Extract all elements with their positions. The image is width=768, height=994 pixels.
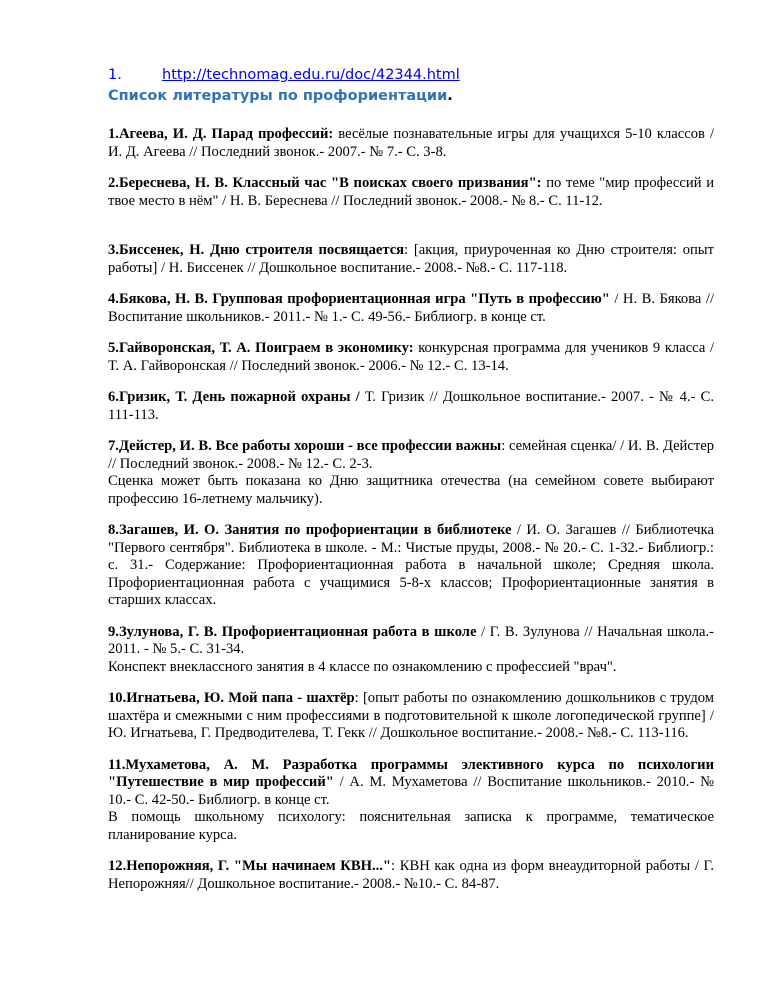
entry-author-title: 10.Игнатьева, Ю. Мой папа - шахтёр <box>108 690 355 706</box>
entry-author-title: 8.Загашев, И. О. Занятия по профориентации в библиотеке <box>108 522 512 538</box>
entry-author-title: 12.Непорожняя, Г. "Мы начинаем КВН..." <box>108 858 392 874</box>
entry-author-title: 4.Бякова, Н. В. Групповая профориентационная игра "Путь в профессию" <box>108 291 610 307</box>
link-url[interactable]: http://technomag.edu.ru/doc/42344.html <box>162 67 460 83</box>
entry-details: : семейная сценка/ / И. В. Дейстер // Последний звонок.- 2008.- № 12.- С. 2-3. <box>108 438 714 472</box>
bibliography-entry-12 <box>108 858 714 893</box>
entry-note: В помощь школьному психологу: пояснительная записка к программе, тематическое планирование курса. <box>108 809 714 843</box>
list-title <box>108 86 714 106</box>
entry-author-title: 11.Мухаметова, А. М. Разработка программы элективного курса по психологии "Путешествие в мир профессий" <box>108 756 714 790</box>
entry-details: весёлые познавательные игры для учащихся 5-10 классов / И. Д. Агеева // Последний звонок.- 2007.- № 7.- С. 3-8. <box>108 126 714 160</box>
entry-note: Сценка может быть показана ко Дню защитника отечества (на семейном совете выбирают профессию 16-летнему мальчику). <box>108 473 714 507</box>
entry-details: / Н. В. Бякова // Воспитание школьников.- 2011.- № 1.- С. 49-56.- Библиогр. в конце ст. <box>108 291 715 325</box>
bibliography-entry-3 <box>108 242 714 277</box>
bibliography-entry-7 <box>108 438 714 508</box>
entry-author-title: 3.Биссенек, Н. Дню строителя посвящается <box>108 242 405 258</box>
entry-details: / А. М. Мухаметова // Воспитание школьников.- 2010.- № 10.- С. 42-50.- Библиогр. в конце ст. <box>108 774 714 808</box>
bibliography-entry-4 <box>108 291 714 326</box>
entry-details: : [акция, приуроченная ко Дню строителя: опыт работы] / Н. Биссенек // Дошкольное воспитание.- 2008.- №8.- С. 117-118. <box>108 242 714 276</box>
entry-author-title: 1.Агеева, И. Д. Парад профессий: <box>108 126 334 142</box>
entry-details: / Г. В. Зулунова // Начальная школа.- 2011. - № 5.- С. 31-34. <box>108 623 714 657</box>
entry-details: : [опыт работы по ознакомлению дошкольников с трудом шахтёра и смежными с ним профессиями в подготовительной к школе логопедической группе] /Ю. Игнатьева, Г. Предводителева, Т. Гекк // Дошкольное воспитание.- 2008.- №8.- С. 113-116. <box>108 690 714 741</box>
list-title-text: Список литературы по профориентации <box>108 88 448 104</box>
bibliography-entry-9 <box>108 624 714 677</box>
entry-author-title: 7.Дейстер, И. В. Все работы хороши - все профессии важны <box>108 438 502 454</box>
link-number: 1. <box>108 67 122 83</box>
bibliography-entry-8 <box>108 522 714 610</box>
entry-details: : КВН как одна из форм внеаудиторной работы / Г. Непорожняя// Дошкольное воспитание.- 2008.- №10.- С. 84-87. <box>108 858 714 892</box>
entry-details: / И. О. Загашев // Библиотечка "Первого сентября". Библиотека в школе. - М.: Чистые пруды, 2008.- № 20.- С. 1-32.- Библиогр.: с. 31.- Содержание: Профориентационная работа в начальной школе; Средняя школа. Профориентационная работа с учащимися 5-8-х классов; Профориентационные занятия в старших классах. <box>108 522 714 608</box>
entry-details: Т. Гризик // Дошкольное воспитание.- 2007. - № 4.- С. 111-113. <box>108 389 714 423</box>
bibliography-entry-2 <box>108 175 714 210</box>
entry-note: Конспект внеклассного занятия в 4 классе по ознакомлению с профессией "врач". <box>108 658 617 675</box>
entry-details: конкурсная программа для учеников 9 класса / Т. А. Гайворонская // Последний звонок.- 2006.- № 12.- С. 13-14. <box>108 340 714 374</box>
bibliography-entry-11 <box>108 757 714 845</box>
source-link[interactable] <box>108 66 714 85</box>
list-title-dot: . <box>447 88 453 104</box>
entry-author-title: 9.Зулунова, Г. В. Профориентационная работа в школе <box>108 623 477 640</box>
bibliography-entry-6 <box>108 389 714 424</box>
bibliography-entry-1 <box>108 126 714 161</box>
bibliography-entry-5 <box>108 340 714 375</box>
entry-author-title: 6.Гризик, Т. День пожарной охраны / <box>108 389 360 405</box>
document-page <box>108 66 714 893</box>
entry-author-title: 2.Береснева, Н. В. Классный час "В поисках своего призвания": <box>108 175 542 191</box>
entry-author-title: 5.Гайворонская, Т. А. Поиграем в экономику: <box>108 340 414 356</box>
bibliography-entry-10 <box>108 690 714 743</box>
entry-details: по теме "мир профессий и твое место в нём" / Н. В. Береснева // Последний звонок.- 2008.- № 8.- С. 11-12. <box>108 175 714 209</box>
